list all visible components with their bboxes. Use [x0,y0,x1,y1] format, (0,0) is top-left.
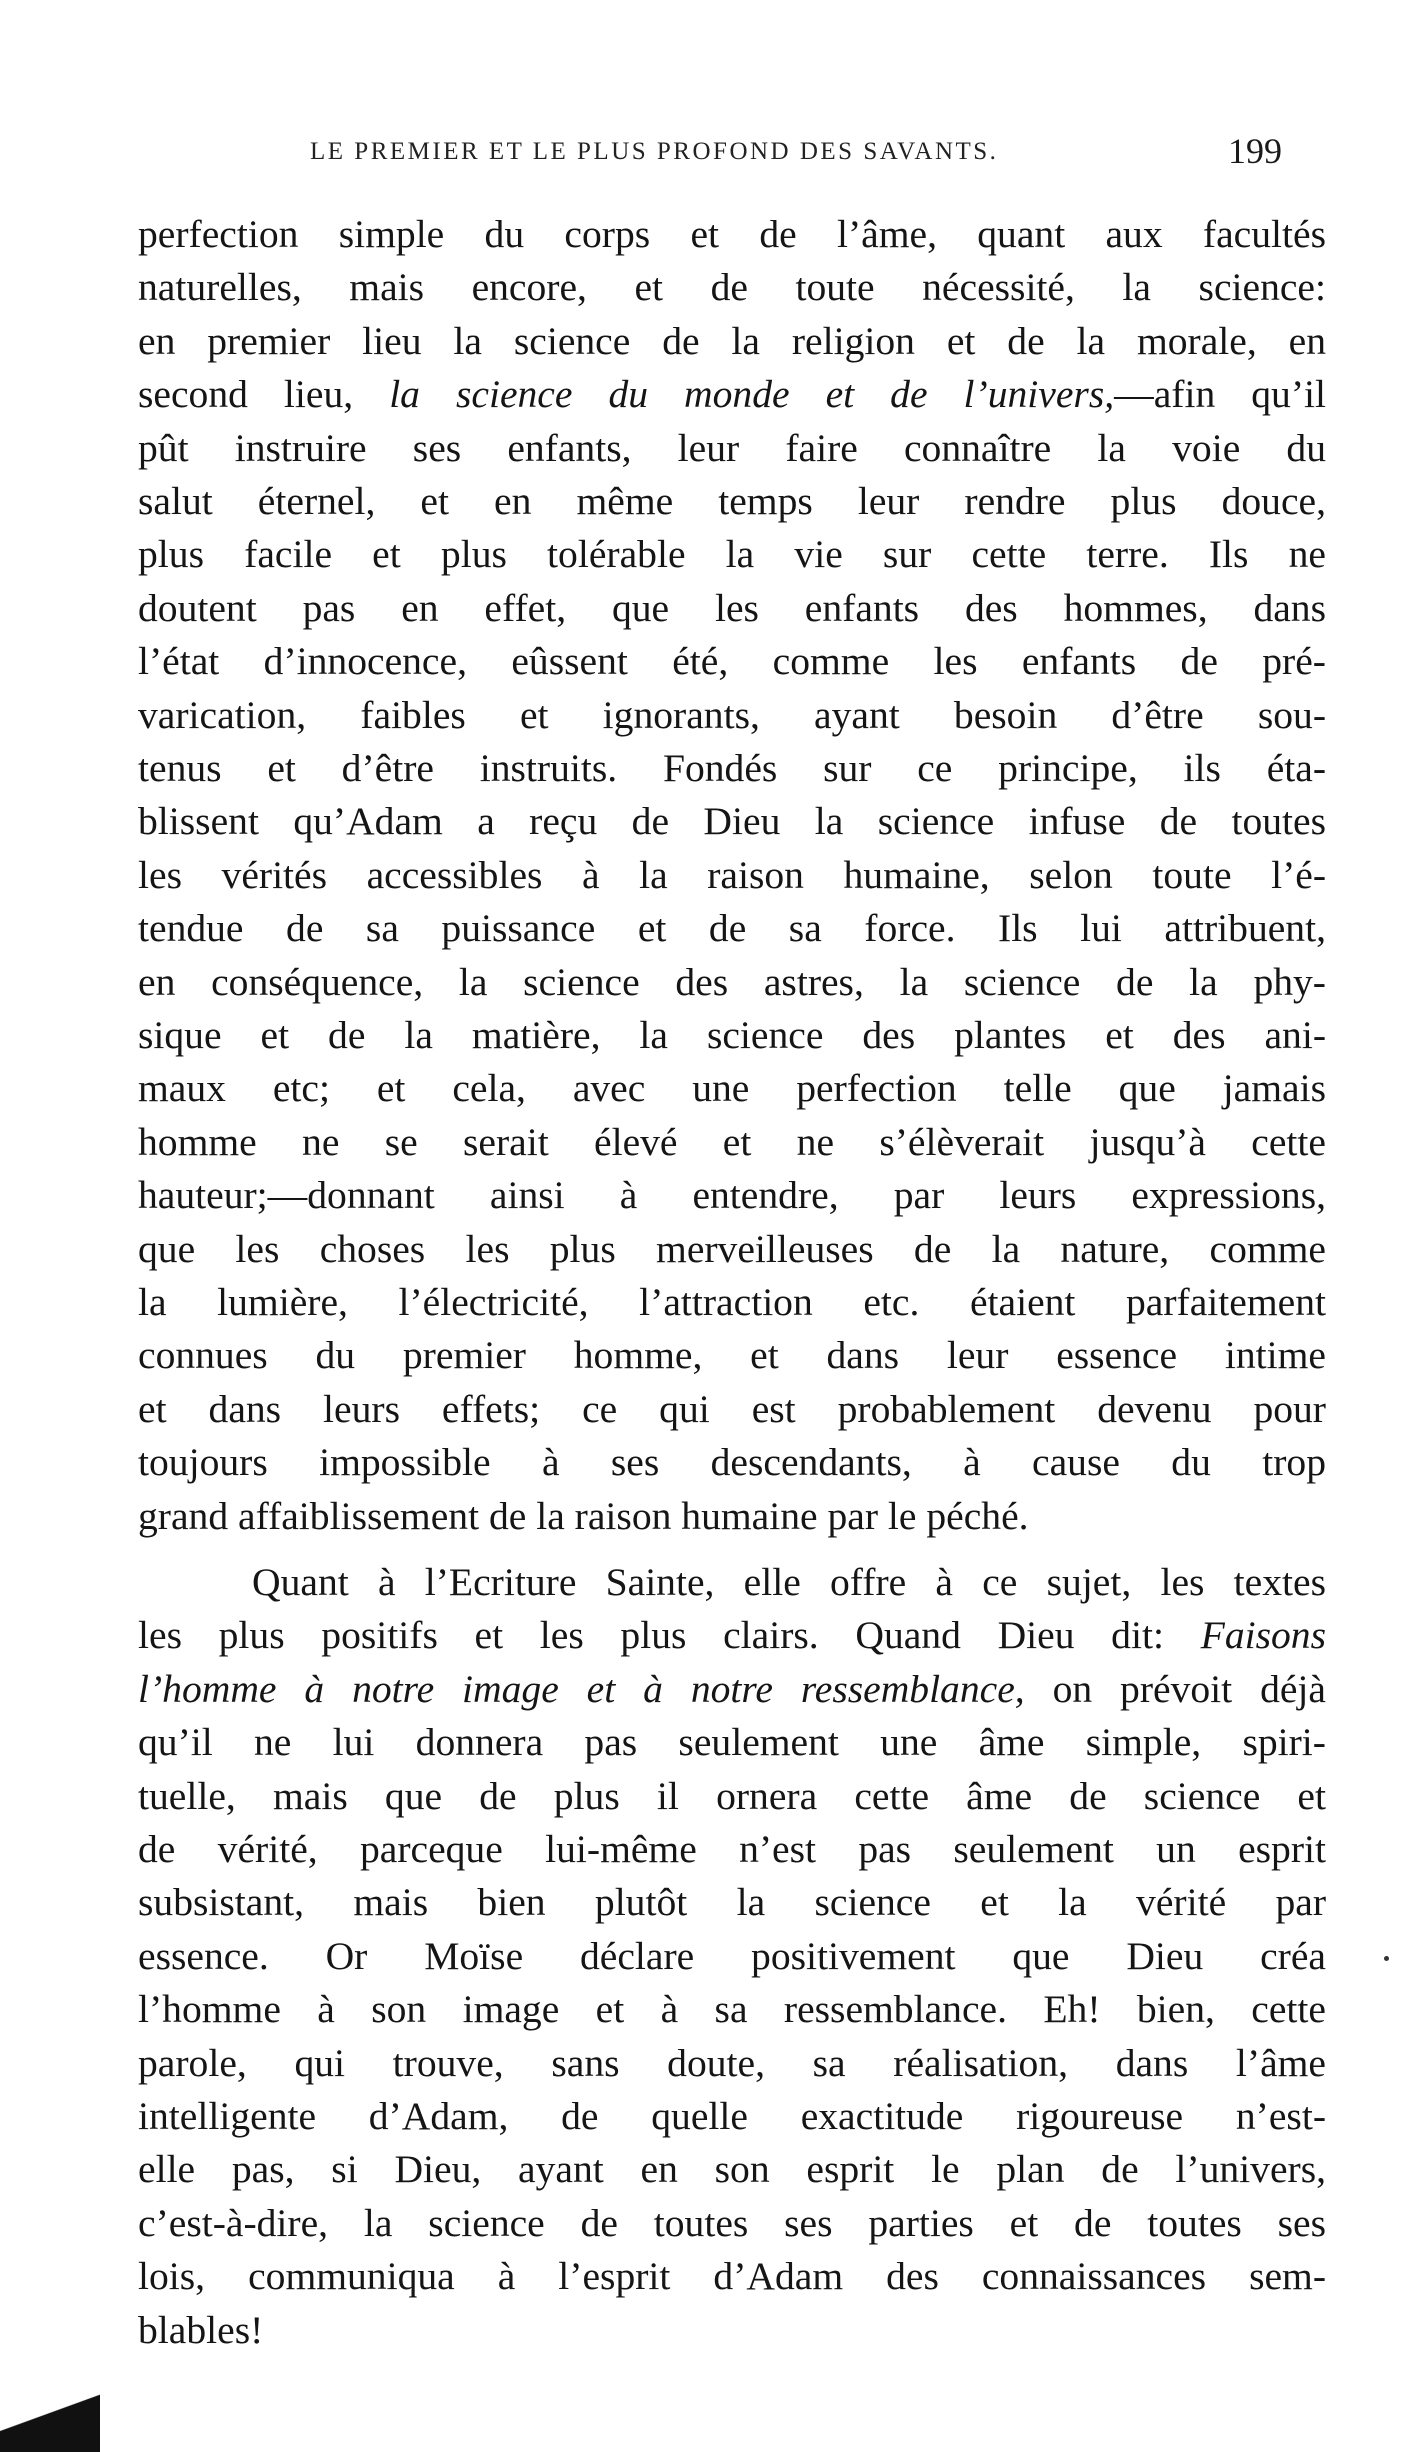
text-segment: second lieu, [138,372,390,417]
running-head: LE PREMIER ET LE PLUS PROFOND DES SAVANTS. [310,138,999,165]
text-segment: intelligente d’Adam, de quelle exactitude rigoureuse n’est- [138,2094,1326,2138]
italic-text: la science du monde et de l’univers, [389,372,1115,417]
text-segment: tenus et d’être instruits. Fondés sur ce principe, ils éta- [138,746,1326,790]
text-line [138,1770,1326,1822]
text-segment: de vérité, parceque lui-même n’est pas seulement un esprit [138,1827,1326,1871]
text-segment: Quant à l’Ecriture Sainte, elle offre à ce sujet, les textes [252,1560,1326,1604]
text-line [138,2037,1326,2089]
text-line [138,956,1326,1008]
text-segment: perfection simple du corps et de l’âme, quant aux facultés [138,212,1326,256]
page-edge-shadow [0,2392,100,2452]
text-line [138,2250,1326,2302]
text-segment: tendue de sa puissance et de sa force. Ils lui attribuent, [138,906,1326,951]
text-segment: lois, communiqua à l’esprit d’Adam des connaissances sem- [138,2254,1326,2299]
text-line [138,315,1326,367]
text-line [138,1062,1326,1114]
text-segment: en premier lieu la science de la religion et de la morale, en [138,318,1326,363]
text-line [138,261,1326,313]
text-segment: sique et de la matière, la science des plantes et des ani- [138,1013,1326,1057]
page-number: 199 [1228,131,1282,171]
text-segment: parole, qui trouve, sans doute, sa réalisation, dans l’âme [138,2040,1326,2085]
text-segment: naturelles, mais encore, et de toute nécessité, la science: [138,265,1326,310]
text-segment: tuelle, mais que de plus il ornera cette âme de science et [138,1773,1326,1818]
text-line [138,1490,1326,1542]
text-line [138,475,1326,527]
text-line [138,1983,1326,2035]
text-segment: toujours impossible à ses descendants, à cause du trop [138,1440,1326,1485]
text-segment: essence. Or Moïse déclare positivement que Dieu créa [138,1933,1326,1978]
text-segment: subsistant, mais bien plutôt la science et la vérité par [138,1880,1326,1925]
text-line [138,2090,1326,2142]
text-segment: l’homme à son image et à sa ressemblance. Eh! bien, cette [138,1987,1326,2032]
text-line [138,849,1326,901]
text-line [138,1716,1326,1768]
text-segment: pût instruire ses enfants, leur faire connaître la voie du [138,425,1326,470]
text-line [138,902,1326,954]
text-line [138,1609,1326,1661]
text-segment: doutent pas en effet, que les enfants des hommes, dans [138,585,1326,630]
text-segment: hauteur;—donnant ainsi à entendre, par leurs expressions, [138,1173,1326,1218]
text-segment: homme ne se serait élevé et ne s’élèverait jusqu’à cette [138,1119,1326,1164]
text-line [138,528,1326,580]
text-segment: —afin qu’il [1114,372,1327,417]
text-segment: qu’il ne lui donnera pas seulement une âme simple, spiri- [138,1720,1326,1765]
text-segment: blables! [138,2307,264,2352]
text-line [138,1329,1326,1381]
text-line [138,1876,1326,1928]
text-line [138,2304,1326,2356]
text-line [138,2143,1326,2195]
text-line [138,1276,1326,1328]
text-line [138,1383,1326,1435]
text-segment: blissent qu’Adam a reçu de Dieu la science infuse de toutes [138,799,1326,844]
text-line [138,795,1326,847]
print-speck [1384,1956,1389,1961]
text-segment: connues du premier homme, et dans leur essence intime [138,1333,1326,1378]
text-segment: les vérités accessibles à la raison humaine, selon toute l’é- [138,852,1326,897]
text-segment: que les choses les plus merveilleuses de la nature, comme [138,1226,1326,1271]
text-segment: et dans leurs effets; ce qui est probablement devenu pour [138,1386,1326,1431]
text-segment: elle pas, si Dieu, ayant en son esprit le plan de l’univers, [138,2147,1326,2192]
text-line [138,582,1326,634]
text-line [138,422,1326,474]
text-line [138,1116,1326,1168]
text-line [138,1223,1326,1275]
text-segment: plus facile et plus tolérable la vie sur cette terre. Ils ne [138,532,1326,577]
text-line [138,689,1326,741]
text-segment: l’état d’innocence, eûssent été, comme les enfants de pré- [138,639,1326,684]
text-line [138,1823,1326,1875]
text-line [138,208,1326,260]
italic-text: l’homme à notre image et à notre ressemblance, [138,1666,1025,1711]
text-line [138,1930,1326,1982]
text-segment: grand affaiblissement de la raison humaine par le péché. [138,1493,1029,1538]
text-line [138,1169,1326,1221]
text-line [138,742,1326,794]
text-line [138,368,1326,420]
text-segment: les plus positifs et les plus clairs. Quand Dieu dit: [138,1613,1201,1658]
text-line [138,635,1326,687]
text-line [138,2197,1326,2249]
text-segment: maux etc; et cela, avec une perfection telle que jamais [138,1066,1326,1111]
italic-text: Faisons [1200,1613,1326,1658]
text-line [138,1436,1326,1488]
text-line [138,1556,1326,1608]
text-segment: c’est-à-dire, la science de toutes ses parties et de toutes ses [138,2200,1326,2245]
text-segment: on prévoit déjà [1024,1666,1326,1711]
text-segment: en conséquence, la science des astres, la science de la phy- [138,959,1326,1004]
text-segment: la lumière, l’électricité, l’attraction etc. étaient parfaitement [138,1280,1326,1324]
text-segment: salut éternel, et en même temps leur rendre plus douce, [138,479,1326,523]
text-segment: varication, faibles et ignorants, ayant besoin d’être sou- [138,692,1326,737]
text-line [138,1009,1326,1061]
text-line [138,1663,1326,1715]
